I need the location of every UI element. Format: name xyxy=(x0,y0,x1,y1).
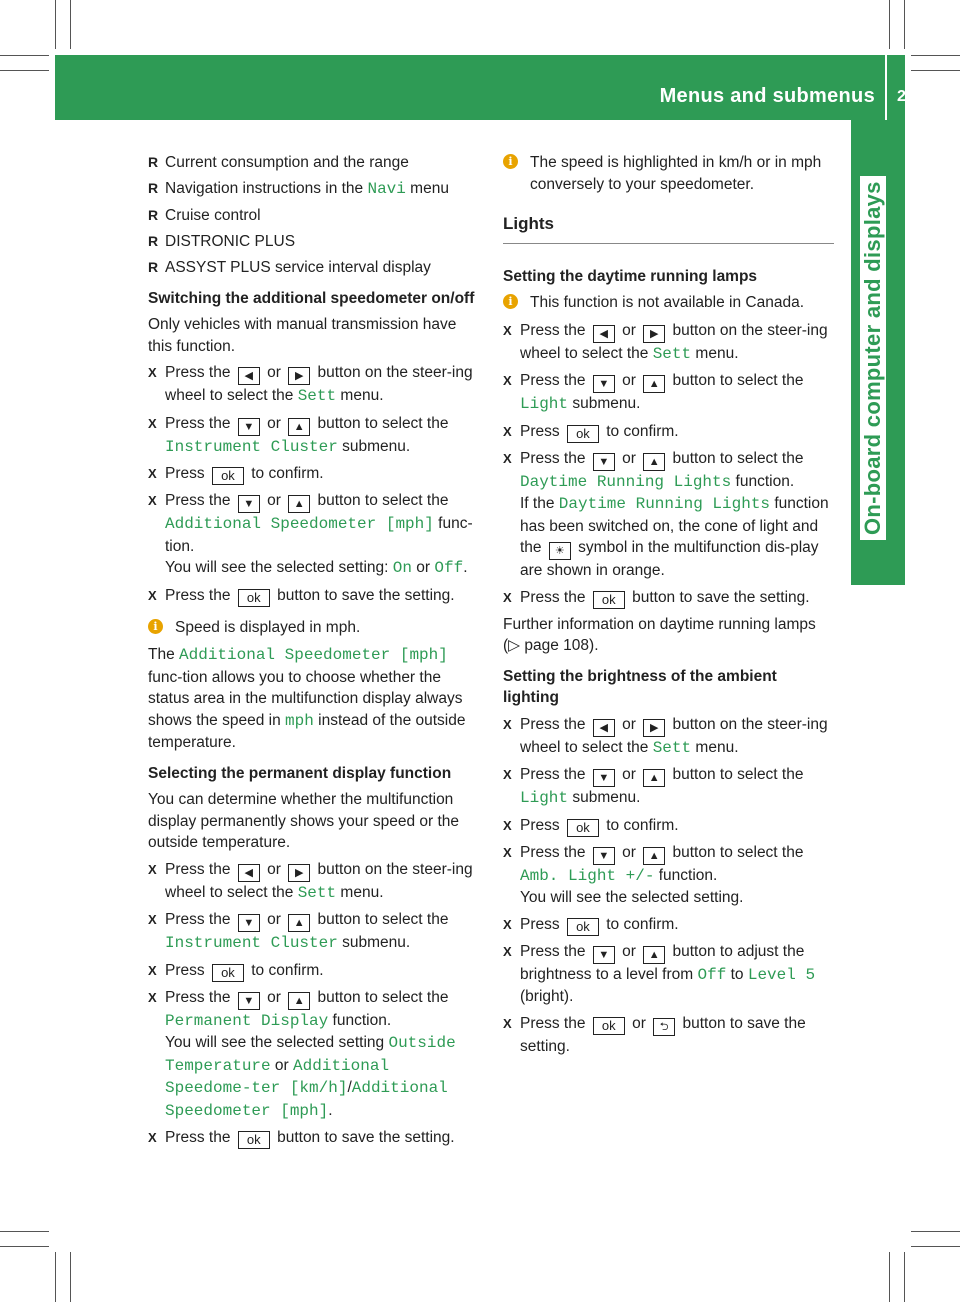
down-arrow-key-icon: ▼ xyxy=(593,375,615,393)
down-arrow-key-icon: ▼ xyxy=(593,453,615,471)
down-arrow-key-icon: ▼ xyxy=(593,769,615,787)
chapter-label: On-board computer and displays xyxy=(860,176,886,540)
crop-mark xyxy=(0,1246,49,1247)
crop-mark xyxy=(0,1231,49,1232)
ok-key-icon: ok xyxy=(593,1017,625,1035)
instruction-step: X Press the ▼ or ▲ button to select the Instrument Cluster submenu. xyxy=(148,413,481,459)
crop-mark xyxy=(911,55,960,56)
page-header xyxy=(55,55,924,120)
instruction-step: X Press the ok button to save the setting. xyxy=(148,585,481,607)
crop-mark xyxy=(889,1252,890,1302)
ok-key-icon: ok xyxy=(238,589,270,607)
instruction-step: X Press the ▼ or ▲ button to select the Light submenu. xyxy=(503,370,834,416)
instruction-step: X Press the ▼ or ▲ button to select the Additional Speedometer [mph] func-tion. You will see the selected setting: On or Off. xyxy=(148,490,481,580)
list-item: R Navigation instructions in the Navi menu xyxy=(148,178,481,201)
down-arrow-key-icon: ▼ xyxy=(238,914,260,932)
list-item: R DISTRONIC PLUS xyxy=(148,231,481,253)
right-arrow-key-icon: ▶ xyxy=(288,367,310,385)
crop-mark xyxy=(70,1252,71,1302)
info-icon: i xyxy=(148,619,163,634)
instruction-step: X Press the ▼ or ▲ button to select the Daytime Running Lights function. If the Daytime Running Lights function has been switched on, the cone of light and the ☀ symbol in the multifunction dis-play are shown in orange. xyxy=(503,448,834,582)
left-arrow-key-icon: ◀ xyxy=(593,719,615,737)
up-arrow-key-icon: ▲ xyxy=(288,418,310,436)
up-arrow-key-icon: ▲ xyxy=(643,375,665,393)
left-column xyxy=(148,152,481,1154)
instruction-step: X Press the ok button to save the setting. xyxy=(503,587,834,609)
ok-key-icon: ok xyxy=(567,918,599,936)
instruction-step: X Press the ▼ or ▲ button to select the Permanent Display function. You will see the selected setting Outside Temperature or Additional Speedome‐ter [km/h]/Additional Speedometer [mph]. xyxy=(148,987,481,1123)
down-arrow-key-icon: ▼ xyxy=(593,847,615,865)
left-arrow-key-icon: ◀ xyxy=(593,325,615,343)
info-icon: i xyxy=(503,154,518,169)
ok-key-icon: ok xyxy=(212,964,244,982)
ok-key-icon: ok xyxy=(567,425,599,443)
crop-mark xyxy=(911,1231,960,1232)
info-note: i This function is not available in Canada. xyxy=(503,292,834,314)
right-arrow-key-icon: ▶ xyxy=(643,719,665,737)
crop-mark xyxy=(0,55,49,56)
instruction-step: X Press ok to confirm. xyxy=(503,914,834,936)
subheading: Setting the daytime running lamps xyxy=(503,267,758,285)
crop-mark xyxy=(55,1252,56,1302)
instruction-step: X Press the ▼ or ▲ button to select the Amb. Light +/- function. You will see the selected setting. xyxy=(503,842,834,909)
crop-mark xyxy=(904,0,905,49)
left-arrow-key-icon: ◀ xyxy=(238,367,260,385)
info-note: i The speed is highlighted in km/h or in mph conversely to your speedometer. xyxy=(503,152,834,195)
crop-mark xyxy=(911,1246,960,1247)
instruction-step: X Press ok to confirm. xyxy=(503,421,834,443)
down-arrow-key-icon: ▼ xyxy=(238,495,260,513)
instruction-step: X Press ok to confirm. xyxy=(148,463,481,485)
paragraph: Only vehicles with manual transmission have this function. xyxy=(148,316,457,355)
subheading: Setting the brightness of the ambient lighting xyxy=(503,667,777,706)
crop-mark xyxy=(55,0,56,49)
instruction-step: X Press the ok or ⮌ button to save the setting. xyxy=(503,1013,834,1058)
crop-mark xyxy=(70,0,71,49)
section-heading: Lights xyxy=(503,213,834,244)
up-arrow-key-icon: ▲ xyxy=(643,847,665,865)
crop-mark xyxy=(0,70,49,71)
instruction-step: X Press the ◀ or ▶ button on the steer-ing wheel to select the Sett menu. xyxy=(503,320,834,366)
paragraph: You can determine whether the multifunction display permanently shows your speed or the outside temperature. xyxy=(148,791,460,851)
right-arrow-key-icon: ▶ xyxy=(288,864,310,882)
right-arrow-key-icon: ▶ xyxy=(643,325,665,343)
crop-mark xyxy=(904,1252,905,1302)
instruction-step: X Press ok to confirm. xyxy=(148,960,481,982)
back-key-icon: ⮌ xyxy=(653,1018,675,1036)
down-arrow-key-icon: ▼ xyxy=(238,418,260,436)
instruction-step: X Press the ▼ or ▲ button to select the Instrument Cluster submenu. xyxy=(148,909,481,955)
up-arrow-key-icon: ▲ xyxy=(288,914,310,932)
right-column xyxy=(503,152,834,1062)
paragraph: The Additional Speedometer [mph] func-tion allows you to choose whether the status area in the multifunction display always shows the speed in mph instead of the outside temperature. xyxy=(148,646,466,751)
header-divider xyxy=(885,55,887,120)
subheading: Selecting the permanent display function xyxy=(148,764,452,782)
ok-key-icon: ok xyxy=(238,1131,270,1149)
up-arrow-key-icon: ▲ xyxy=(643,769,665,787)
ok-key-icon: ok xyxy=(567,819,599,837)
list-item: R Cruise control xyxy=(148,205,481,227)
up-arrow-key-icon: ▲ xyxy=(288,495,310,513)
list-item: R Current consumption and the range xyxy=(148,152,481,174)
crop-mark xyxy=(911,70,960,71)
list-item: R ASSYST PLUS service interval display xyxy=(148,257,481,279)
left-arrow-key-icon: ◀ xyxy=(238,864,260,882)
instruction-step: X Press ok to confirm. xyxy=(503,815,834,837)
instruction-step: X Press the ▼ or ▲ button to select the Light submenu. xyxy=(503,764,834,810)
subheading: Switching the additional speedometer on/off xyxy=(148,289,475,307)
ok-key-icon: ok xyxy=(593,591,625,609)
instruction-step: X Press the ok button to save the setting. xyxy=(148,1127,481,1149)
info-note: i Speed is displayed in mph. xyxy=(148,617,481,639)
down-arrow-key-icon: ▼ xyxy=(238,992,260,1010)
instruction-step: X Press the ◀ or ▶ button on the steer-ing wheel to select the Sett menu. xyxy=(148,362,481,408)
instruction-step: X Press the ▼ or ▲ button to adjust the brightness to a level from Off to Level 5 (bright). xyxy=(503,941,834,1008)
crop-mark xyxy=(889,0,890,49)
up-arrow-key-icon: ▲ xyxy=(288,992,310,1010)
section-title: Menus and submenus xyxy=(659,85,875,107)
light-symbol-icon: ☀ xyxy=(549,542,571,560)
page-number: 205 xyxy=(897,88,924,105)
down-arrow-key-icon: ▼ xyxy=(593,946,615,964)
ok-key-icon: ok xyxy=(212,467,244,485)
paragraph: Further information on daytime running lamps (▷ page 108). xyxy=(503,615,816,654)
up-arrow-key-icon: ▲ xyxy=(643,453,665,471)
up-arrow-key-icon: ▲ xyxy=(643,946,665,964)
instruction-step: X Press the ◀ or ▶ button on the steer-ing wheel to select the Sett menu. xyxy=(503,714,834,760)
instruction-step: X Press the ◀ or ▶ button on the steer-ing wheel to select the Sett menu. xyxy=(148,859,481,905)
info-icon: i xyxy=(503,294,518,309)
